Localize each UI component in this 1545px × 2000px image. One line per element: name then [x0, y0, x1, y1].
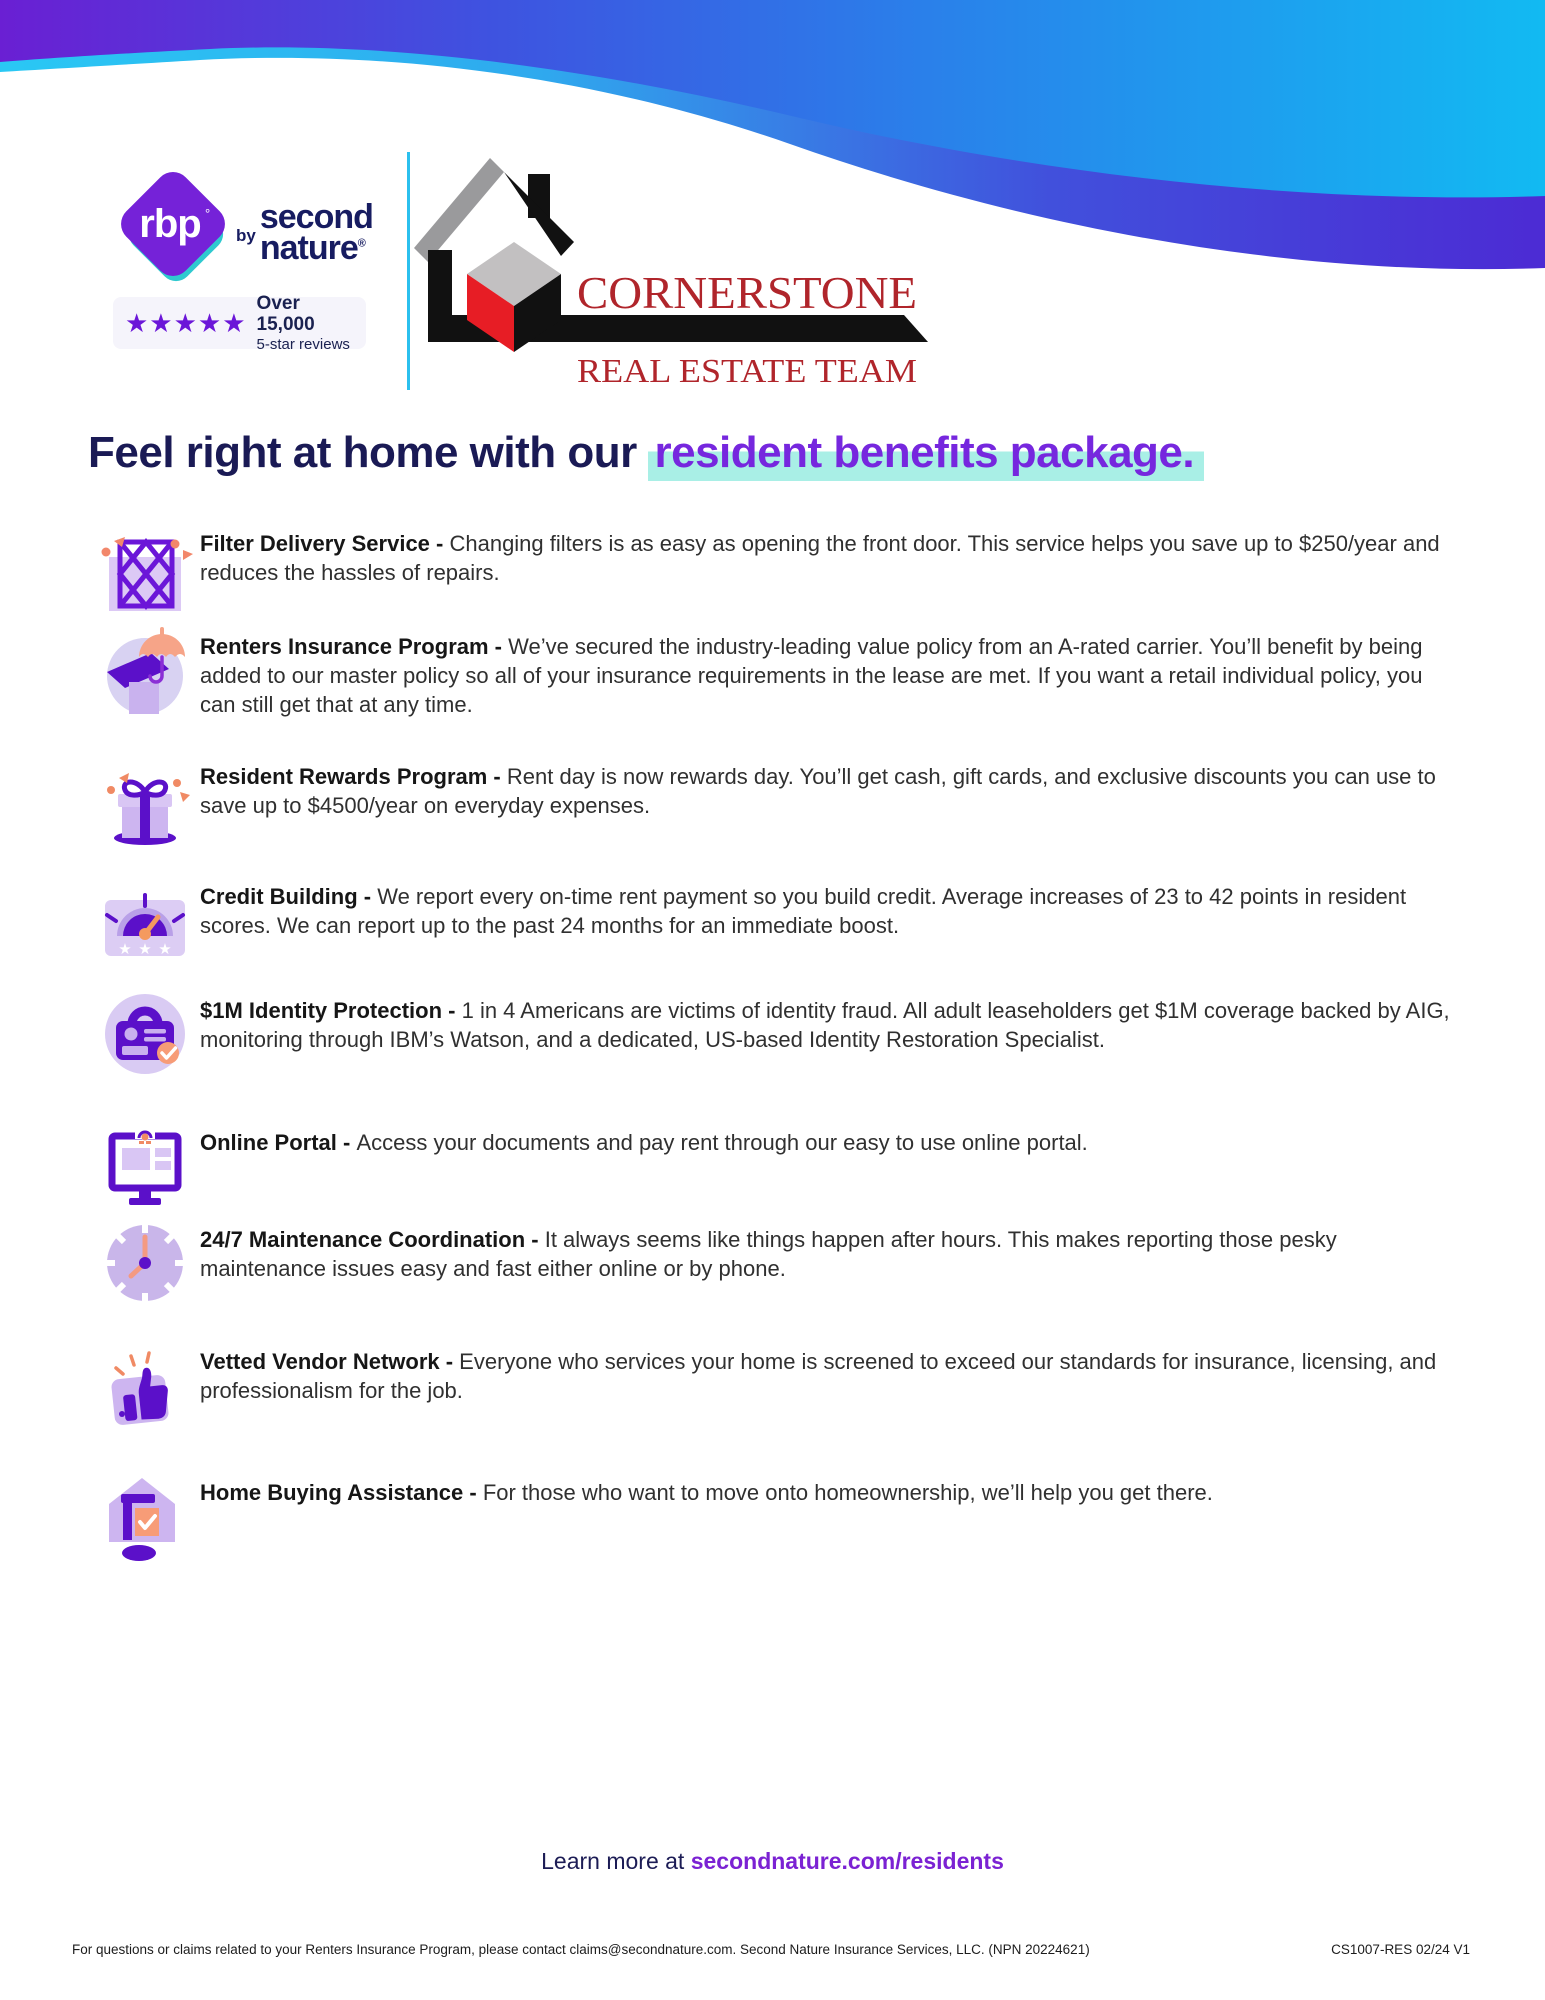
benefit-row [95, 1478, 1460, 1507]
benefit-title: 24/7 Maintenance Coordination - [200, 1227, 545, 1252]
monitor-icon [95, 1114, 195, 1218]
cornerstone-house-icon [414, 158, 928, 352]
id-card-lock-icon [95, 982, 195, 1086]
benefit-title: $1M Identity Protection - [200, 998, 462, 1023]
benefit-title: Vetted Vendor Network - [200, 1349, 460, 1374]
second-nature-wordmark [236, 198, 373, 268]
benefit-row [95, 1225, 1460, 1283]
cornerstone-name: CORNERSTONE [577, 267, 917, 318]
reviews-label: 5-star reviews [256, 336, 350, 354]
brand-line2: nature [259, 229, 358, 268]
rbp-trademark: ° [205, 206, 211, 221]
document-code: CS1007-RES 02/24 V1 [1331, 1942, 1470, 1957]
benefit-title: Credit Building - [200, 884, 378, 909]
benefit-row [95, 762, 1460, 820]
thumbs-up-icon [95, 1333, 195, 1437]
benefit-title: Home Buying Assistance - [200, 1480, 483, 1505]
brand-line1: second [259, 198, 373, 236]
benefit-desc: Everyone who services your home is screened to exceed our standards for insurance, licensing, and professionalism for the job. [200, 1349, 1437, 1404]
five-stars-icon: ★★★★★ [125, 308, 247, 338]
benefit-desc: It always seems like things happen after hours. This makes reporting those pesky maintenance issues easy and fast either online or by phone. [200, 1227, 1337, 1282]
benefit-desc: Rent day is now rewards day. You’ll get cash, gift cards, and exclusive discounts you can use to save up to $4500/year on everyday expenses. [200, 764, 1436, 819]
benefit-row [95, 1347, 1460, 1405]
benefit-desc: We’ve secured the industry-leading value policy from an A-rated carrier. You’ll benefit by being added to our master policy so all of your insurance requirements in the lease are met. If you want a retail individual policy, you can still get that at any time. [200, 634, 1423, 718]
gift-icon [95, 748, 195, 852]
benefit-row [95, 882, 1460, 958]
benefit-row [95, 529, 1460, 587]
page-title [88, 428, 1204, 478]
benefit-desc: We report every on-time rent payment so you build credit. Average increases of 23 to 42 points in resident scores. We can report up to the past 24 months for an immediate boost. [200, 884, 1407, 939]
filter-icon [95, 515, 195, 619]
benefit-desc: For those who want to move onto homeownership, we’ll help you get there. [482, 1480, 1213, 1505]
benefit-row [95, 1128, 1460, 1157]
learn-more-line [0, 1848, 1545, 1875]
second-nature-link[interactable]: secondnature.com/residents [690, 1848, 1004, 1874]
benefit-row [95, 632, 1460, 719]
legal-disclaimer: For questions or claims related to your Renters Insurance Program, please contact claims@secondnature.com. Second Nature Insurance Services, LLC. (NPN 20224621) [72, 1942, 1090, 1957]
byline-by: by [236, 226, 256, 246]
benefit-desc: Access your documents and pay rent through our easy to use online portal. [356, 1130, 1088, 1155]
benefit-title: Renters Insurance Program - [200, 634, 509, 659]
svg-text:★: ★ [118, 941, 132, 958]
reviews-badge [113, 292, 366, 354]
benefit-title: Filter Delivery Service - [200, 531, 450, 556]
benefit-row [95, 996, 1460, 1054]
logo-divider [407, 152, 410, 390]
learn-more-prefix: Learn more at [541, 1848, 691, 1874]
page-title-highlight: resident benefits package. [648, 428, 1204, 481]
svg-text:★: ★ [138, 941, 152, 958]
page-title-prefix: Feel right at home with our [88, 428, 649, 477]
clock-icon [95, 1211, 195, 1315]
house-check-icon [95, 1464, 195, 1568]
rbp-logo-text: rbp [139, 202, 201, 246]
credit-gauge-icon [95, 868, 195, 972]
legal-footer [72, 1942, 1470, 1957]
rbp-logo [112, 160, 234, 292]
cornerstone-tagline: REAL ESTATE TEAM [577, 353, 917, 390]
benefit-desc: 1 in 4 Americans are victims of identity fraud. All adult leaseholders get $1M coverage backed by AIG, monitoring through IBM’s Watson, and a dedicated, US-based Identity Restoration Specialist. [200, 998, 1450, 1053]
benefit-title: Resident Rewards Program - [200, 764, 507, 789]
benefit-desc: Changing filters is as easy as opening the front door. This service helps you save up to $250/year and reduces the hassles of repairs. [200, 531, 1440, 586]
registered-mark: ® [357, 237, 365, 250]
cornerstone-logo [412, 150, 942, 400]
svg-text:★: ★ [158, 941, 172, 958]
umbrella-house-icon [95, 618, 195, 722]
reviews-count: Over 15,000 [256, 292, 315, 336]
benefit-title: Online Portal - [200, 1130, 357, 1155]
